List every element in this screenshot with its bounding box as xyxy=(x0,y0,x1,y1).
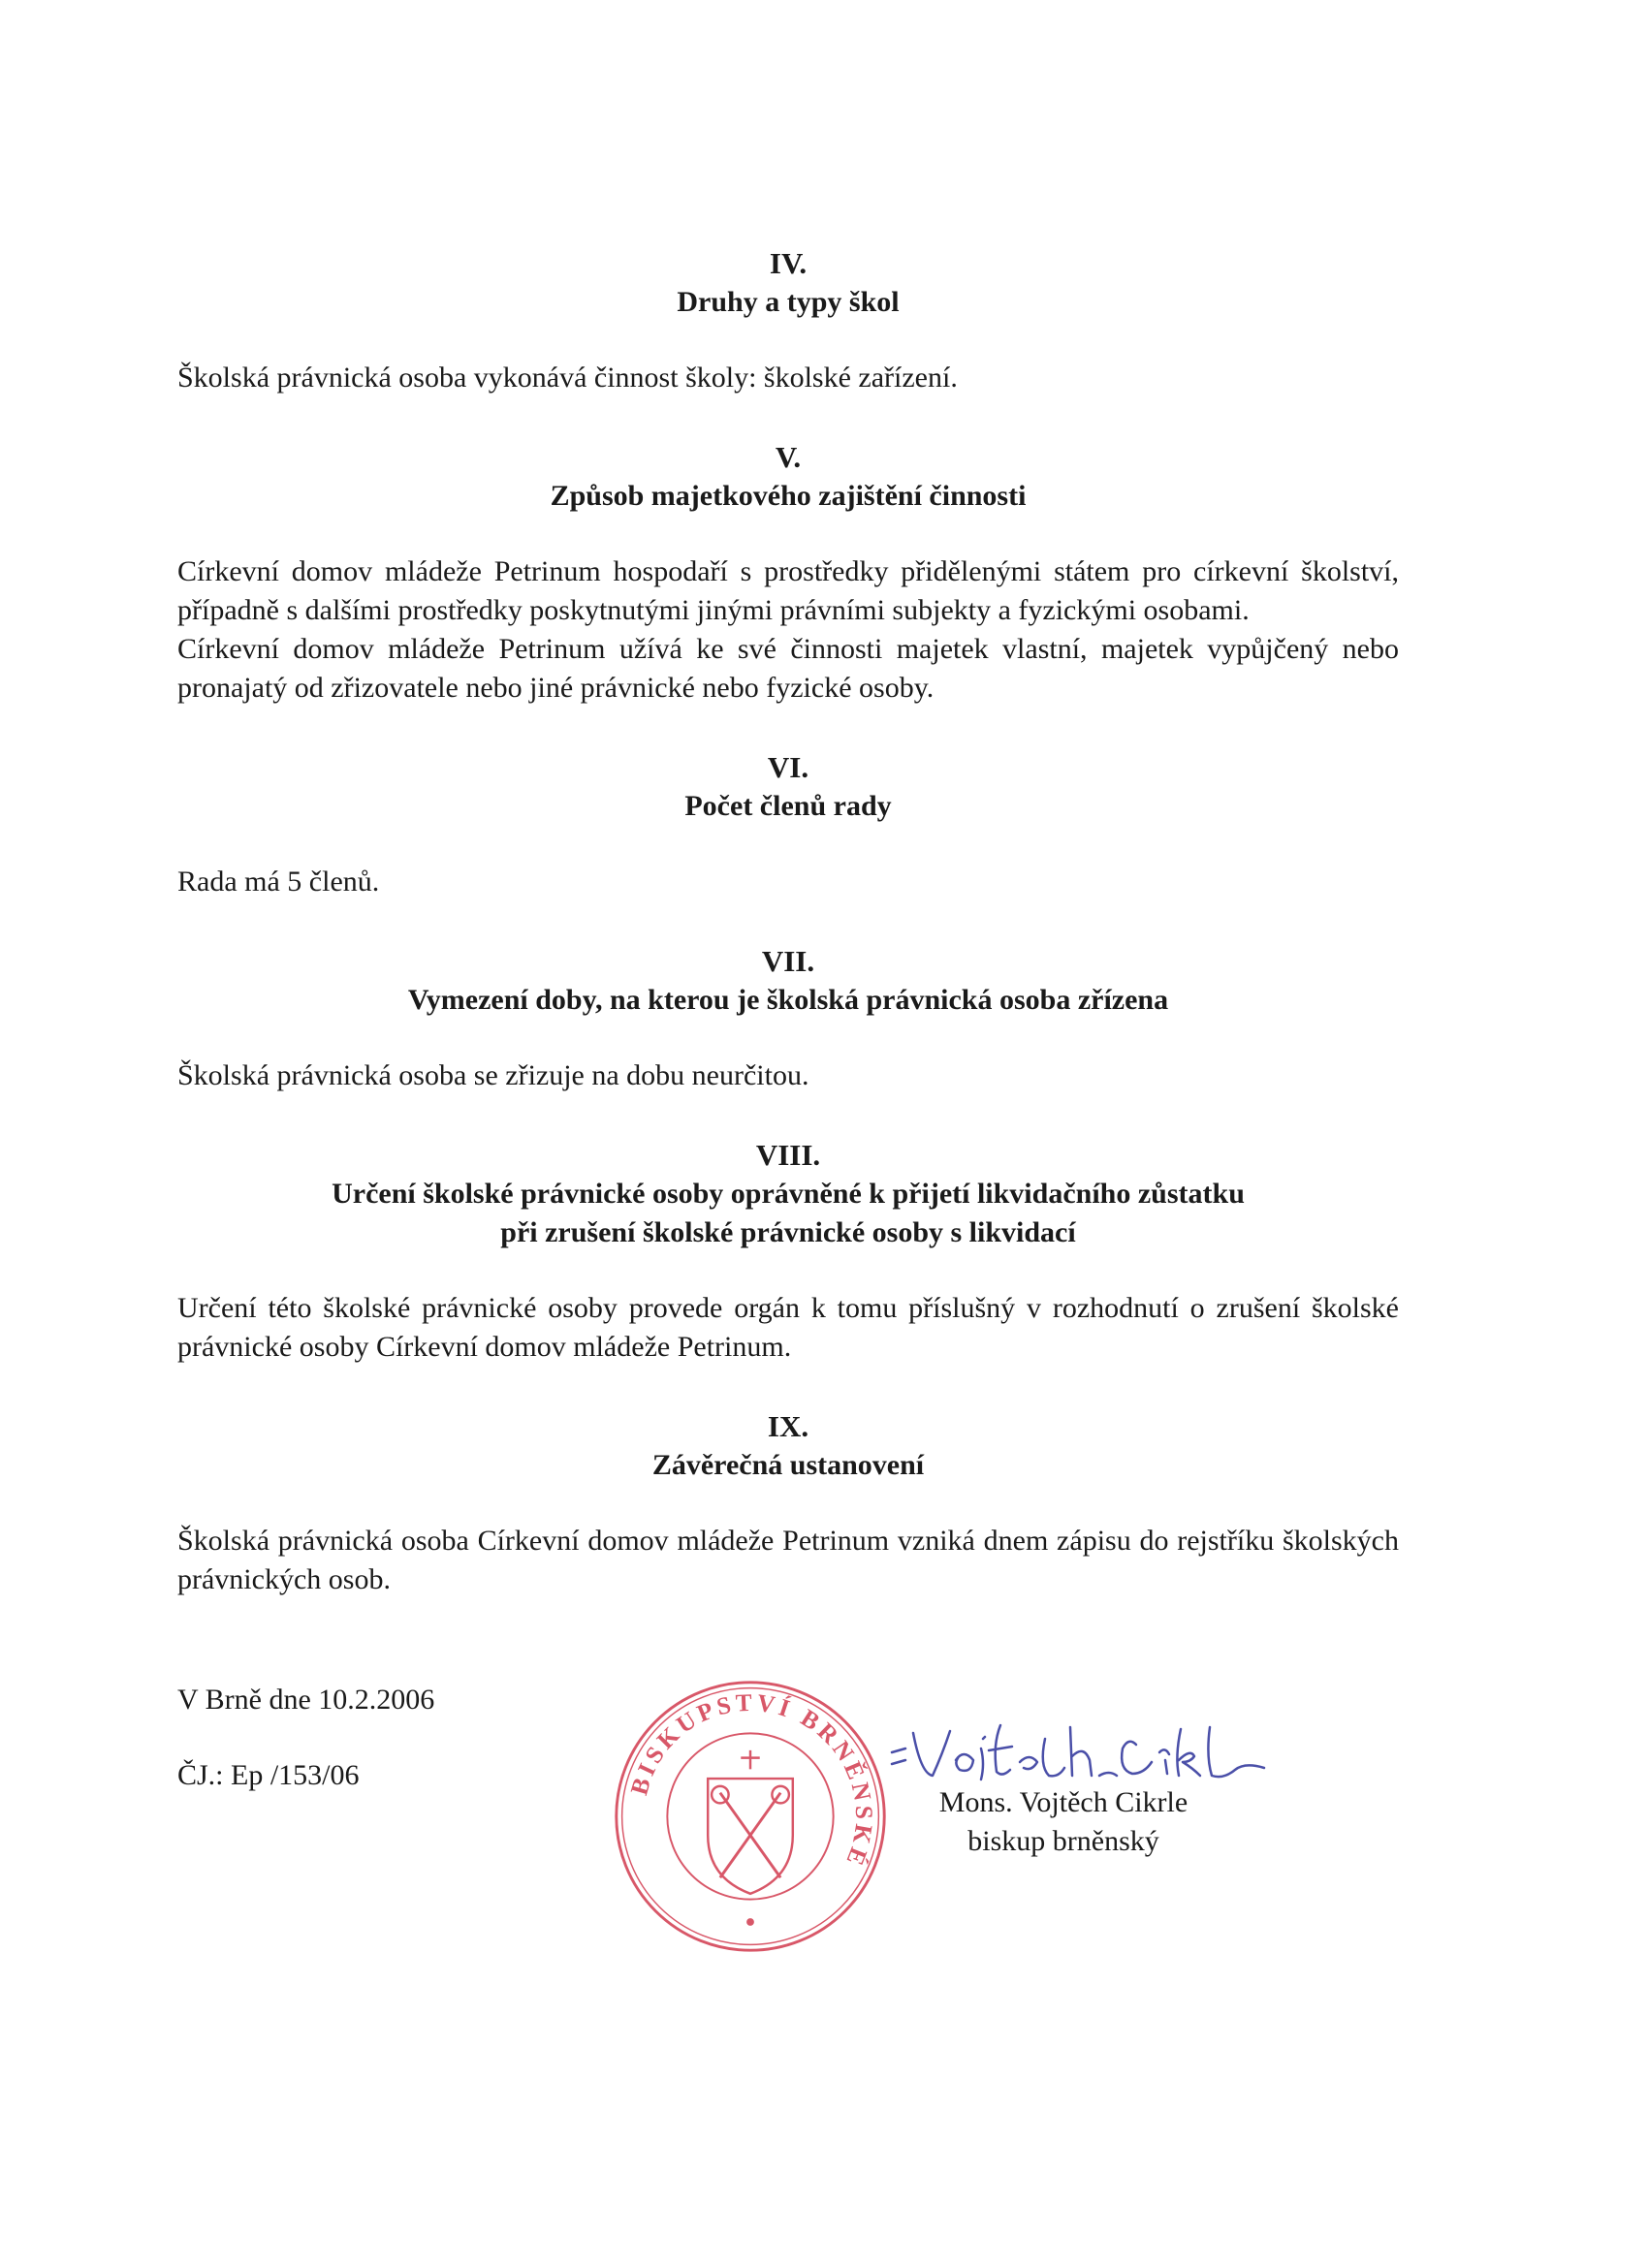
section-number: V. xyxy=(775,440,802,474)
reference-number: ČJ.: Ep /153/06 xyxy=(177,1759,360,1791)
document-body xyxy=(177,244,1399,1599)
section-title-line-2: při zrušení školské právnické osoby s likvidací xyxy=(500,1216,1076,1248)
place-date: V Brně dne 10.2.2006 xyxy=(177,1684,435,1716)
section-paragraph: Školská právnická osoba se zřizuje na dobu neurčitou. xyxy=(177,1059,809,1091)
section-paragraph: Určení této školské právnické osoby provede orgán k tomu příslušný v rozhodnutí o zrušení školské právnické osoby Církevní domov mládeže Petrinum. xyxy=(177,1292,1399,1363)
section-paragraph: Školská právnická osoba Církevní domov mládeže Petrinum vzniká dnem zápisu do rejstříku školských právnických osob. xyxy=(177,1525,1399,1595)
section-title: Počet členů rady xyxy=(684,790,892,822)
section-title: Vymezení doby, na kterou je školská právnická osoba zřízena xyxy=(407,984,1169,1016)
signatory-role: biskup brněnský xyxy=(967,1825,1159,1857)
section-v xyxy=(177,438,1399,708)
section-paragraph: Církevní domov mládeže Petrinum hospodaří s prostředky přidělenými státem pro církevní školství, případně s dalšími prostředky poskytnutými jinými právními subjekty a fyzickými osobami. xyxy=(177,555,1399,626)
section-iv xyxy=(177,244,1399,397)
section-paragraph: Rada má 5 členů. xyxy=(177,866,380,898)
signatory-block xyxy=(903,1783,1223,1861)
signatory-name: Mons. Vojtěch Cikrle xyxy=(938,1786,1188,1818)
stamp-ring-text: BISKUPSTVÍ BRNĚNSKÉ xyxy=(625,1688,878,1873)
section-title: Druhy a typy škol xyxy=(677,286,900,318)
section-number: IX. xyxy=(767,1409,809,1443)
section-number: IV. xyxy=(769,246,808,280)
section-number: VI. xyxy=(767,750,809,784)
section-ix xyxy=(177,1407,1399,1599)
diocese-stamp xyxy=(609,1675,892,1958)
section-paragraph: Školská právnická osoba vykonává činnost školy: školské zařízení. xyxy=(177,362,958,394)
section-vi xyxy=(177,748,1399,901)
section-number: VII. xyxy=(761,944,815,978)
section-paragraph: Církevní domov mládeže Petrinum užívá ke své činnosti majetek vlastní, majetek vypůjčený nebo pronajatý od zřizovatele nebo jiné právnické nebo fyzické osoby. xyxy=(177,633,1399,704)
section-title: Určení školské právnické osoby oprávněné k přijetí likvidačního zůstatku xyxy=(332,1178,1245,1210)
section-title: Způsob majetkového zajištění činnosti xyxy=(550,480,1027,512)
section-vii xyxy=(177,942,1399,1095)
section-title: Závěrečná ustanovení xyxy=(651,1449,925,1481)
section-viii xyxy=(177,1136,1399,1367)
section-number: VIII. xyxy=(755,1138,821,1172)
